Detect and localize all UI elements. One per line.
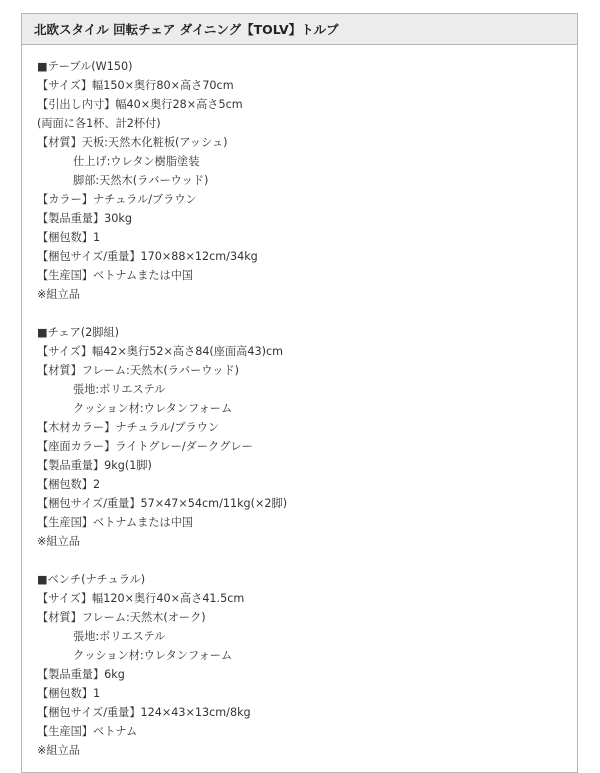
spec-line: 【製品重量】30kg: [37, 212, 132, 225]
spec-line: ※組立品: [37, 288, 80, 301]
spec-line: 【木材カラー】ナチュラル/ブラウン: [37, 421, 220, 434]
spec-line: 脚部:天然木(ラバーウッド): [73, 174, 209, 187]
spec-line: 【材質】フレーム:天然木(ラバーウッド): [37, 364, 240, 377]
spec-line: ※組立品: [37, 535, 80, 548]
spec-title: 北欧スタイル 回転チェア ダイニング【TOLV】トルブ: [22, 14, 577, 45]
spec-line: 【梱包数】1: [37, 687, 101, 700]
spec-section: [37, 570, 577, 760]
spec-line: 【生産国】ベトナムまたは中国: [37, 269, 194, 282]
spec-line: 【カラー】ナチュラル/ブラウン: [37, 193, 197, 206]
spec-line: 張地:ポリエステル: [73, 630, 166, 643]
spec-line: 【梱包サイズ/重量】124×43×13cm/8kg: [37, 706, 251, 719]
spec-section-heading: ■チェア(2脚組): [37, 326, 120, 339]
spec-line: 仕上げ:ウレタン樹脂塗装: [73, 155, 200, 168]
spec-line: クッション材:ウレタンフォーム: [73, 402, 233, 415]
spec-line: 【引出し内寸】幅40×奥行28×高さ5cm: [37, 98, 243, 111]
spec-line: 【梱包数】2: [37, 478, 101, 491]
spec-section-heading: ■ベンチ(ナチュラル): [37, 573, 146, 586]
spec-line: クッション材:ウレタンフォーム: [73, 649, 233, 662]
spec-section-heading: ■テーブル(W150): [37, 60, 133, 73]
spec-line: 【梱包数】1: [37, 231, 101, 244]
spec-line: 【サイズ】幅42×奥行52×高さ84(座面高43)cm: [37, 345, 284, 358]
spec-line: 【梱包サイズ/重量】57×47×54cm/11kg(×2脚): [37, 497, 288, 510]
spec-line: 【座面カラー】ライトグレー/ダークグレー: [37, 440, 253, 453]
spec-line: ※組立品: [37, 744, 80, 757]
spec-line: 【生産国】ベトナムまたは中国: [37, 516, 194, 529]
spec-line: (両面に各1杯、計2杯付): [37, 117, 161, 130]
spec-panel: [21, 13, 578, 773]
spec-section: [37, 323, 577, 551]
spec-line: 【梱包サイズ/重量】170×88×12cm/34kg: [37, 250, 258, 263]
spec-line: 【製品重量】6kg: [37, 668, 125, 681]
spec-line: 【材質】天板:天然木化粧板(アッシュ): [37, 136, 228, 149]
spec-line: 【製品重量】9kg(1脚): [37, 459, 152, 472]
spec-line: 【サイズ】幅120×奥行40×高さ41.5cm: [37, 592, 245, 605]
spec-section: [37, 57, 577, 304]
spec-body: [22, 45, 577, 760]
spec-line: 【材質】フレーム:天然木(オーク): [37, 611, 206, 624]
spec-line: 【生産国】ベトナム: [37, 725, 138, 738]
spec-line: 【サイズ】幅150×奥行80×高さ70cm: [37, 79, 234, 92]
spec-line: 張地:ポリエステル: [73, 383, 166, 396]
